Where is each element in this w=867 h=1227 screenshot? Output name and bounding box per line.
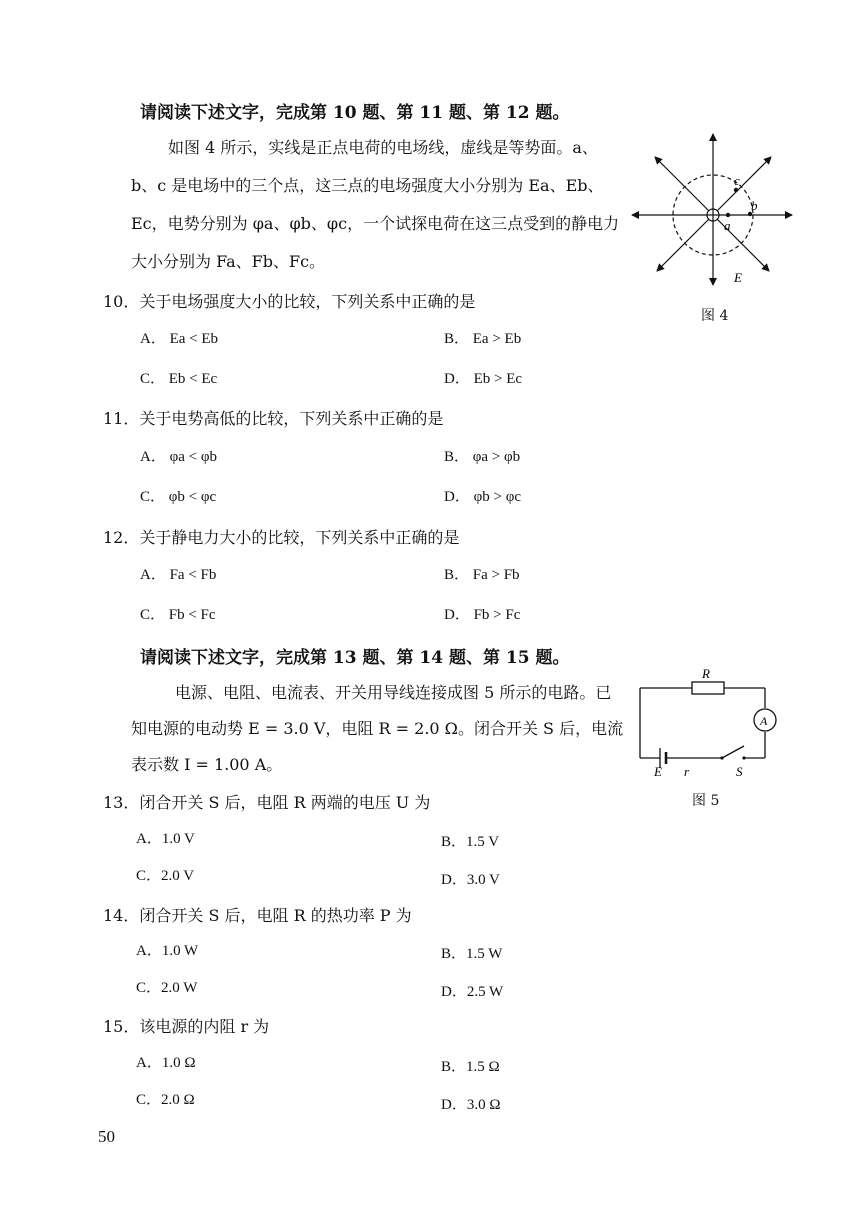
option-11-b[interactable]: B． φa > φb — [444, 449, 521, 465]
section-heading-1: 请阅读下述文字，完成第 10 题、第 11 题、第 12 题。 — [140, 103, 570, 123]
label-c: c — [734, 173, 740, 188]
question-10-stem: 10．关于电场强度大小的比较，下列关系中正确的是 — [103, 292, 476, 311]
figure-5-circuit — [632, 664, 782, 782]
resistor-R — [692, 682, 724, 694]
question-12-stem: 12．关于静电力大小的比较，下列关系中正确的是 — [103, 528, 460, 547]
paragraph-line: 如图 4 所示，实线是正点电荷的电场线，虚线是等势面。a、 — [168, 138, 598, 157]
option-11-a[interactable]: A． φa < φb — [140, 449, 218, 465]
question-15-stem: 15．该电源的内阻 r 为 — [103, 1017, 270, 1036]
field-line — [655, 157, 713, 215]
label-a: a — [724, 218, 731, 233]
switch-S — [722, 746, 744, 758]
paragraph-line: Ec，电势分别为 φa、φb、φc，一个试探电荷在这三点受到的静电力 — [131, 214, 620, 233]
label-S: S — [736, 764, 743, 779]
option-10-b[interactable]: B． Ea > Eb — [444, 331, 522, 347]
option-12-c[interactable]: C． Fb < Fc — [140, 607, 216, 623]
point-a — [726, 213, 730, 217]
question-11-stem: 11．关于电势高低的比较，下列关系中正确的是 — [103, 409, 444, 428]
option-15-d[interactable]: D．3.0 Ω — [441, 1097, 501, 1113]
point-c — [734, 188, 738, 192]
option-12-a[interactable]: A． Fa < Fb — [140, 567, 217, 583]
option-11-d[interactable]: D． φb > φc — [444, 489, 522, 505]
option-15-c[interactable]: C．2.0 Ω — [136, 1092, 195, 1108]
label-A: A — [760, 714, 768, 728]
label-b: b — [751, 198, 758, 213]
question-13-stem: 13．闭合开关 S 后，电阻 R 两端的电压 U 为 — [103, 793, 431, 812]
option-14-c[interactable]: C．2.0 W — [136, 980, 198, 996]
page-number: 50 — [98, 1127, 115, 1146]
paragraph-line: 知电源的电动势 E = 3.0 V，电阻 R = 2.0 Ω。闭合开关 S 后，电流 — [131, 719, 624, 738]
label-E: E — [654, 764, 662, 779]
paragraph-line: 表示数 I = 1.00 A。 — [131, 755, 283, 774]
field-line — [713, 157, 771, 215]
option-15-b[interactable]: B．1.5 Ω — [441, 1059, 500, 1075]
section-heading-2: 请阅读下述文字，完成第 13 题、第 14 题、第 15 题。 — [140, 648, 570, 668]
question-14-stem: 14．闭合开关 S 后，电阻 R 的热功率 P 为 — [103, 906, 412, 925]
figure-4-electric-field — [628, 130, 798, 290]
label-E: E — [734, 270, 742, 285]
option-12-b[interactable]: B． Fa > Fb — [444, 567, 520, 583]
option-13-a[interactable]: A．1.0 V — [136, 831, 195, 847]
option-10-d[interactable]: D． Eb > Ec — [444, 371, 523, 387]
option-15-a[interactable]: A．1.0 Ω — [136, 1055, 196, 1071]
figure-5-caption: 图 5 — [692, 793, 720, 809]
option-14-d[interactable]: D．2.5 W — [441, 984, 504, 1000]
paragraph-line: b、c 是电场中的三个点，这三点的电场强度大小分别为 Ea、Eb、 — [131, 176, 604, 195]
option-12-d[interactable]: D． Fb > Fc — [444, 607, 521, 623]
option-13-d[interactable]: D．3.0 V — [441, 872, 500, 888]
option-10-c[interactable]: C． Eb < Ec — [140, 371, 218, 387]
label-R: R — [702, 666, 710, 681]
figure-4-caption: 图 4 — [701, 308, 729, 324]
option-13-c[interactable]: C．2.0 V — [136, 868, 195, 884]
paragraph-line: 大小分别为 Fa、Fb、Fc。 — [131, 252, 326, 271]
option-11-c[interactable]: C． φb < φc — [140, 489, 217, 505]
option-14-b[interactable]: B．1.5 W — [441, 946, 503, 962]
option-10-a[interactable]: A． Ea < Eb — [140, 331, 219, 347]
label-r: r — [684, 764, 690, 779]
paragraph-line: 电源、电阻、电流表、开关用导线连接成图 5 所示的电路。已 — [175, 683, 612, 702]
option-13-b[interactable]: B．1.5 V — [441, 834, 500, 850]
option-14-a[interactable]: A．1.0 W — [136, 943, 199, 959]
